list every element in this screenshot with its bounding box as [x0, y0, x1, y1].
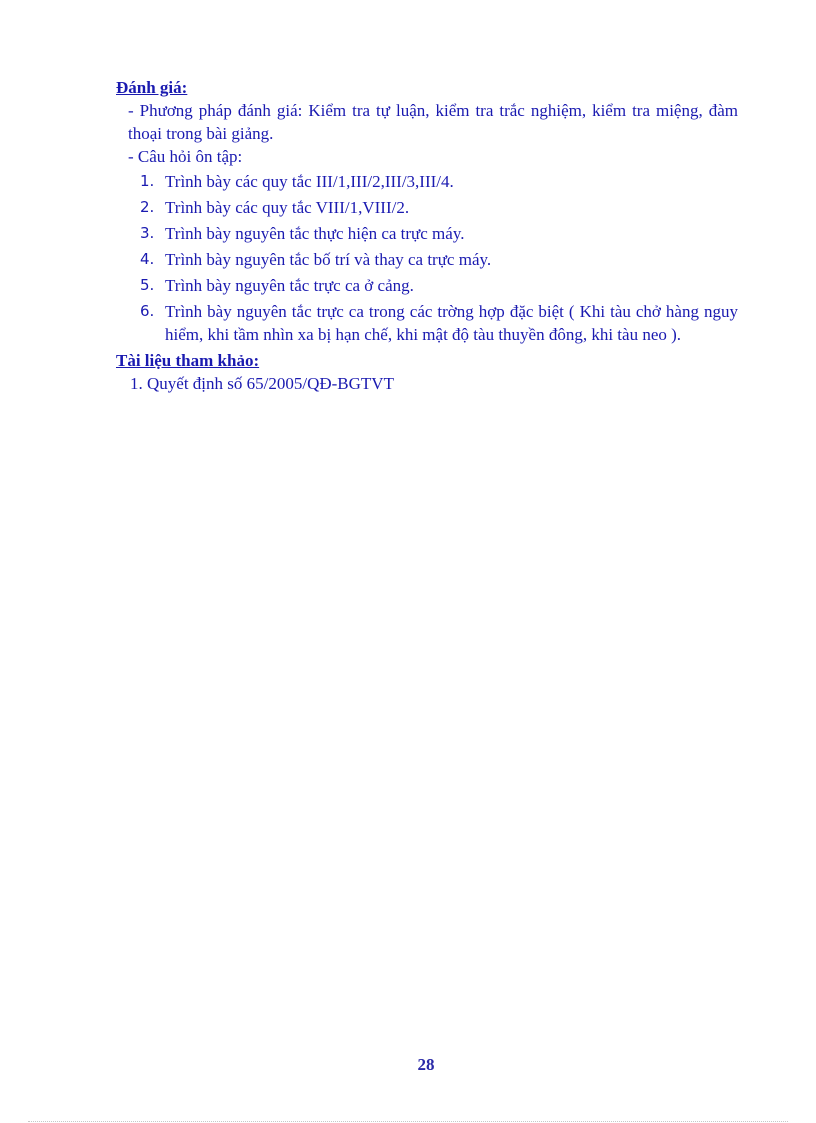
list-item — [116, 274, 738, 297]
question-number: 1. — [140, 172, 155, 190]
assessment-heading: Đánh giá: — [116, 78, 188, 97]
question-number: 5. — [140, 276, 155, 294]
question-text: Trình bày các quy tắc VIII/1,VIII/2. — [165, 198, 410, 217]
question-number: 4. — [140, 250, 155, 268]
question-number: 6. — [140, 302, 155, 320]
list-item — [116, 222, 738, 245]
page-number: 28 — [417, 1055, 435, 1074]
list-item — [116, 196, 738, 219]
review-questions-label: - Câu hỏi ôn tập: — [128, 147, 243, 166]
list-item — [116, 300, 738, 346]
question-text: Trình bày nguyên tắc thực hiện ca trực máy. — [165, 224, 465, 243]
question-text: Trình bày các quy tắc III/1,III/2,III/3,III/4. — [165, 172, 454, 191]
question-text: Trình bày nguyên tắc bố trí và thay ca trực máy. — [165, 250, 492, 269]
question-number: 2. — [140, 198, 155, 216]
references-heading: Tài liệu tham khảo: — [116, 351, 260, 370]
question-text: Trình bày nguyên tắc trực ca ở cảng. — [165, 276, 414, 295]
assessment-method: - Phương pháp đánh giá: Kiểm tra tự luận, kiểm tra trắc nghiệm, kiểm tra miệng, đàm thoại trong bài giảng. — [128, 101, 738, 143]
list-item — [116, 248, 738, 271]
reference-item: 1. Quyết định số 65/2005/QĐ-BGTVT — [130, 374, 394, 393]
page-bottom-divider — [28, 1121, 788, 1122]
list-item — [116, 170, 738, 193]
review-questions-list — [116, 170, 738, 346]
question-number: 3. — [140, 224, 155, 242]
question-text: Trình bày nguyên tắc trực ca trong các trờng hợp đặc biệt ( Khi tàu chở hàng nguy hiểm, khi tầm nhìn xa bị hạn chế, khi mật độ tàu thuyền đông, khi tàu neo ). — [165, 302, 738, 344]
page-content — [116, 76, 738, 395]
